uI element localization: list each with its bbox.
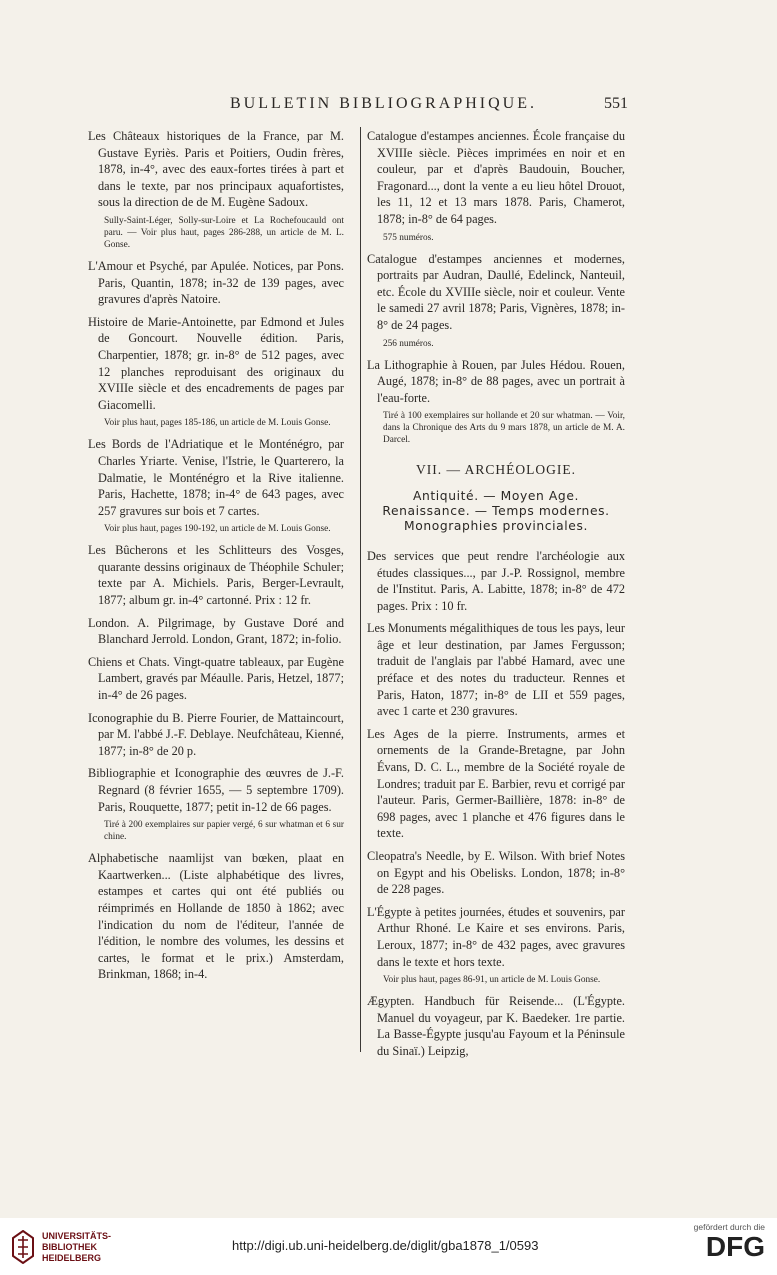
entry-note: Tiré à 200 exemplaires sur papier vergé, 6 sur whatman et 6 sur chine. [104,820,344,843]
bibliography-entry: La Lithographie à Rouen, par Jules Hédou. Rouen, Augé, 1878; in-8° de 88 pages, avec un portrait à l'eau-forte. [367,357,625,405]
bibliography-entry: Les Châteaux historiques de la France, par M. Gustave Eyriès. Paris et Poitiers, Oudin frères, 1878, in-4°, avec des eaux-fortes tirées à part et dans le texte, par nos principaux aquafortistes, sous la direction de de M. Eugène Sadoux. [88,129,344,210]
page-header [88,95,628,117]
library-name-line: UNIVERSITÄTS- [42,1231,112,1241]
bibliography-entry: Catalogue d'estampes anciennes et modernes, portraits par Audran, Daullé, Edelinck, Nanteuil, etc. École du XVIIIe siècle, noir et couleur. Vente le samedi 27 avril 1878; Paris, Vignères, 1878; in-8° de 24 pages. [367,251,625,332]
entry-note: Tiré à 100 exemplaires sur hollande et 20 sur whatman. — Voir, dans la Chronique des Arts du 9 mars 1878, un article de M. A. Darcel. [383,411,625,446]
section-subtitle-line: Monographies provinciales. [404,518,588,533]
right-column-top [367,128,625,446]
entry-note: 575 numéros. [383,232,434,243]
entry-note: Sully-Saint-Léger, Solly-sur-Loire et La Rochefoucauld ont paru. — Voir plus haut, pages 286-288, un article de M. L. Gonse. [104,215,344,250]
bibliography-entry: Des services que peut rendre l'archéologie aux études classiques..., par J.-P. Rossignol, membre de l'Institut. Paris, A. Labitte, 1878; in-8° de 472 pages. Prix : 10 fr. [367,548,625,613]
entry-note: Voir plus haut, pages 190-192, un article de M. Louis Gonse. [104,524,331,535]
section-title: VII. — ARCHÉOLOGIE. [416,462,576,478]
bibliography-entry: Histoire de Marie-Antoinette, par Edmond et Jules de Goncourt. Nouvelle édition. Paris, Charpentier, 1878; gr. in-8° de 512 pages, avec 12 planches reproduisant des originaux du XVIIIe siècle et des encadrements de pages par Giacomelli. [88,314,344,412]
bibliography-entry: Alphabetische naamlijst van bœken, plaat en Kaartwerken... (Liste alphabétique des livres, estampes et cartes qui ont été publiés ou réimprimés en Hollande de 1850 à 1862; avec l'indication du nom de l'éditeur, l'année de l'édition, le nombre des volumes, les dessins et cartes, le format et le prix.) Amsterdam, Brinkman, 1868; in-4. [88,851,344,982]
permalink-url[interactable]: http://digi.ub.uni-heidelberg.de/diglit/gba1878_1/0593 [232,1238,539,1253]
bibliography-entry: Les Monuments mégalithiques de tous les pays, leur âge et leur destination, par James Fergusson; traduit de l'anglais par l'abbé Hamard, avec une préface et des notes du traducteur. Rennes et Paris, Haton, 1877; in-8° de LII et 559 pages, avec 1 carte et 230 gravures. [367,621,625,719]
bibliography-entry: L'Amour et Psyché, par Apulée. Notices, par Pons. Paris, Quantin, 1878; in-32 de 139 pages, avec gravures d'après Natoire. [88,258,344,307]
bibliography-entry: Chiens et Chats. Vingt-quatre tableaux, par Eugène Lambert, gravés par Méaulle. Paris, Hetzel, 1877; in-4° de 26 pages. [88,654,344,703]
section-subtitle [367,489,625,534]
bibliography-entry: Bibliographie et Iconographie des œuvres de J.-F. Regnard (8 février 1655, — 5 septembre 1709). Paris, Rouquette, 1877; petit in-12 de 66 pages. [88,766,344,814]
entry-note: Voir plus haut, pages 185-186, un article de M. Louis Gonse. [104,418,331,429]
column-divider [360,127,361,1052]
viewer-footer [0,1218,777,1275]
bibliography-entry: Iconographie du B. Pierre Fourier, de Mattaincourt, par M. l'abbé J.-F. Deblaye. Neufchâteau, Kienné, 1877; in-8° de 20 p. [88,710,344,758]
entry-note: Voir plus haut, pages 86-91, un article de M. Louis Gonse. [383,975,601,986]
dfg-caption: gefördert durch die [693,1222,765,1232]
bibliography-entry: Catalogue d'estampes anciennes. École française du XVIIIe siècle. Pièces imprimées en noir et en couleur, par et d'après Baudouin, Boucher, Fragonard..., dont la vente a eu lieu hôtel Drouot, les 11, 12 et 13 mars 1878. Paris, Chamerot, 1878; in-8° de 64 pages. [367,129,625,226]
bibliography-entry: Cleopatra's Needle, by E. Wilson. With brief Notes on Egypt and his Obelisks. London, 1878; in-8° de 228 pages. [367,849,625,897]
running-title: BULLETIN BIBLIOGRAPHIQUE. [230,95,537,112]
dfg-mark: DFG [705,1231,765,1262]
bibliography-entry: London. A. Pilgrimage, by Gustave Doré and Blanchard Jerrold. London, Grant, 1872; in-folio. [88,615,344,647]
heidelberg-seal-icon [12,1230,34,1264]
library-logo[interactable] [12,1228,132,1268]
page-number: 551 [604,95,628,112]
right-column-bottom [367,548,625,1060]
bibliography-entry: L'Égypte à petites journées, études et souvenirs, par Arthur Rhoné. Le Kaire et ses environs. Paris, Leroux, 1877; in-8° de 432 pages, avec gravures dans le texte et hors texte. [367,904,625,969]
section-subtitle-line: Renaissance. — Temps modernes. [382,503,610,518]
dfg-logo[interactable] [675,1222,765,1272]
left-column [88,128,344,989]
section-subtitle-line: Antiquité. — Moyen Age. [412,488,580,503]
library-name-line: HEIDELBERG [42,1253,102,1263]
bibliography-entry: Les Bords de l'Adriatique et le Monténégro, par Charles Yriarte. Venise, l'Istrie, le Quarterero, la Dalmatie, le Monténégro et la Rive italienne. Paris, Hachette, 1878; in-4° de 643 pages, avec 257 gravures sur bois et 7 cartes. [88,437,344,518]
library-name [42,1231,111,1264]
bibliography-entry: Les Ages de la pierre. Instruments, armes et ornements de la Grande-Bretagne, par John Évans, D. C. L., membre de la Société royale de Londres; traduit par E. Barbier, revu et corrigé par l'auteur. Paris, Germer-Baillière, 1878: in-8° de 698 pages, avec 1 planche et 476 figures dans le texte. [367,726,625,841]
library-name-line: BIBLIOTHEK [42,1242,97,1252]
bibliography-entry: Les Bûcherons et les Schlitteurs des Vosges, quarante dessins originaux de Théophile Schuler; texte par A. Michiels. Paris, Berger-Levrault, 1877; album gr. in-4° cartonné. Prix : 12 fr. [88,543,344,608]
right-column [367,128,625,1066]
entry-note: 256 numéros. [383,338,434,349]
bibliography-entry: Ægypten. Handbuch für Reisende... (L'Égypte. Manuel du voyageur, par K. Baedeker. 1re partie. La Basse-Égypte jusqu'au Fayoum et la Péninsule du Sinaï.) Leipzig, [367,994,625,1058]
